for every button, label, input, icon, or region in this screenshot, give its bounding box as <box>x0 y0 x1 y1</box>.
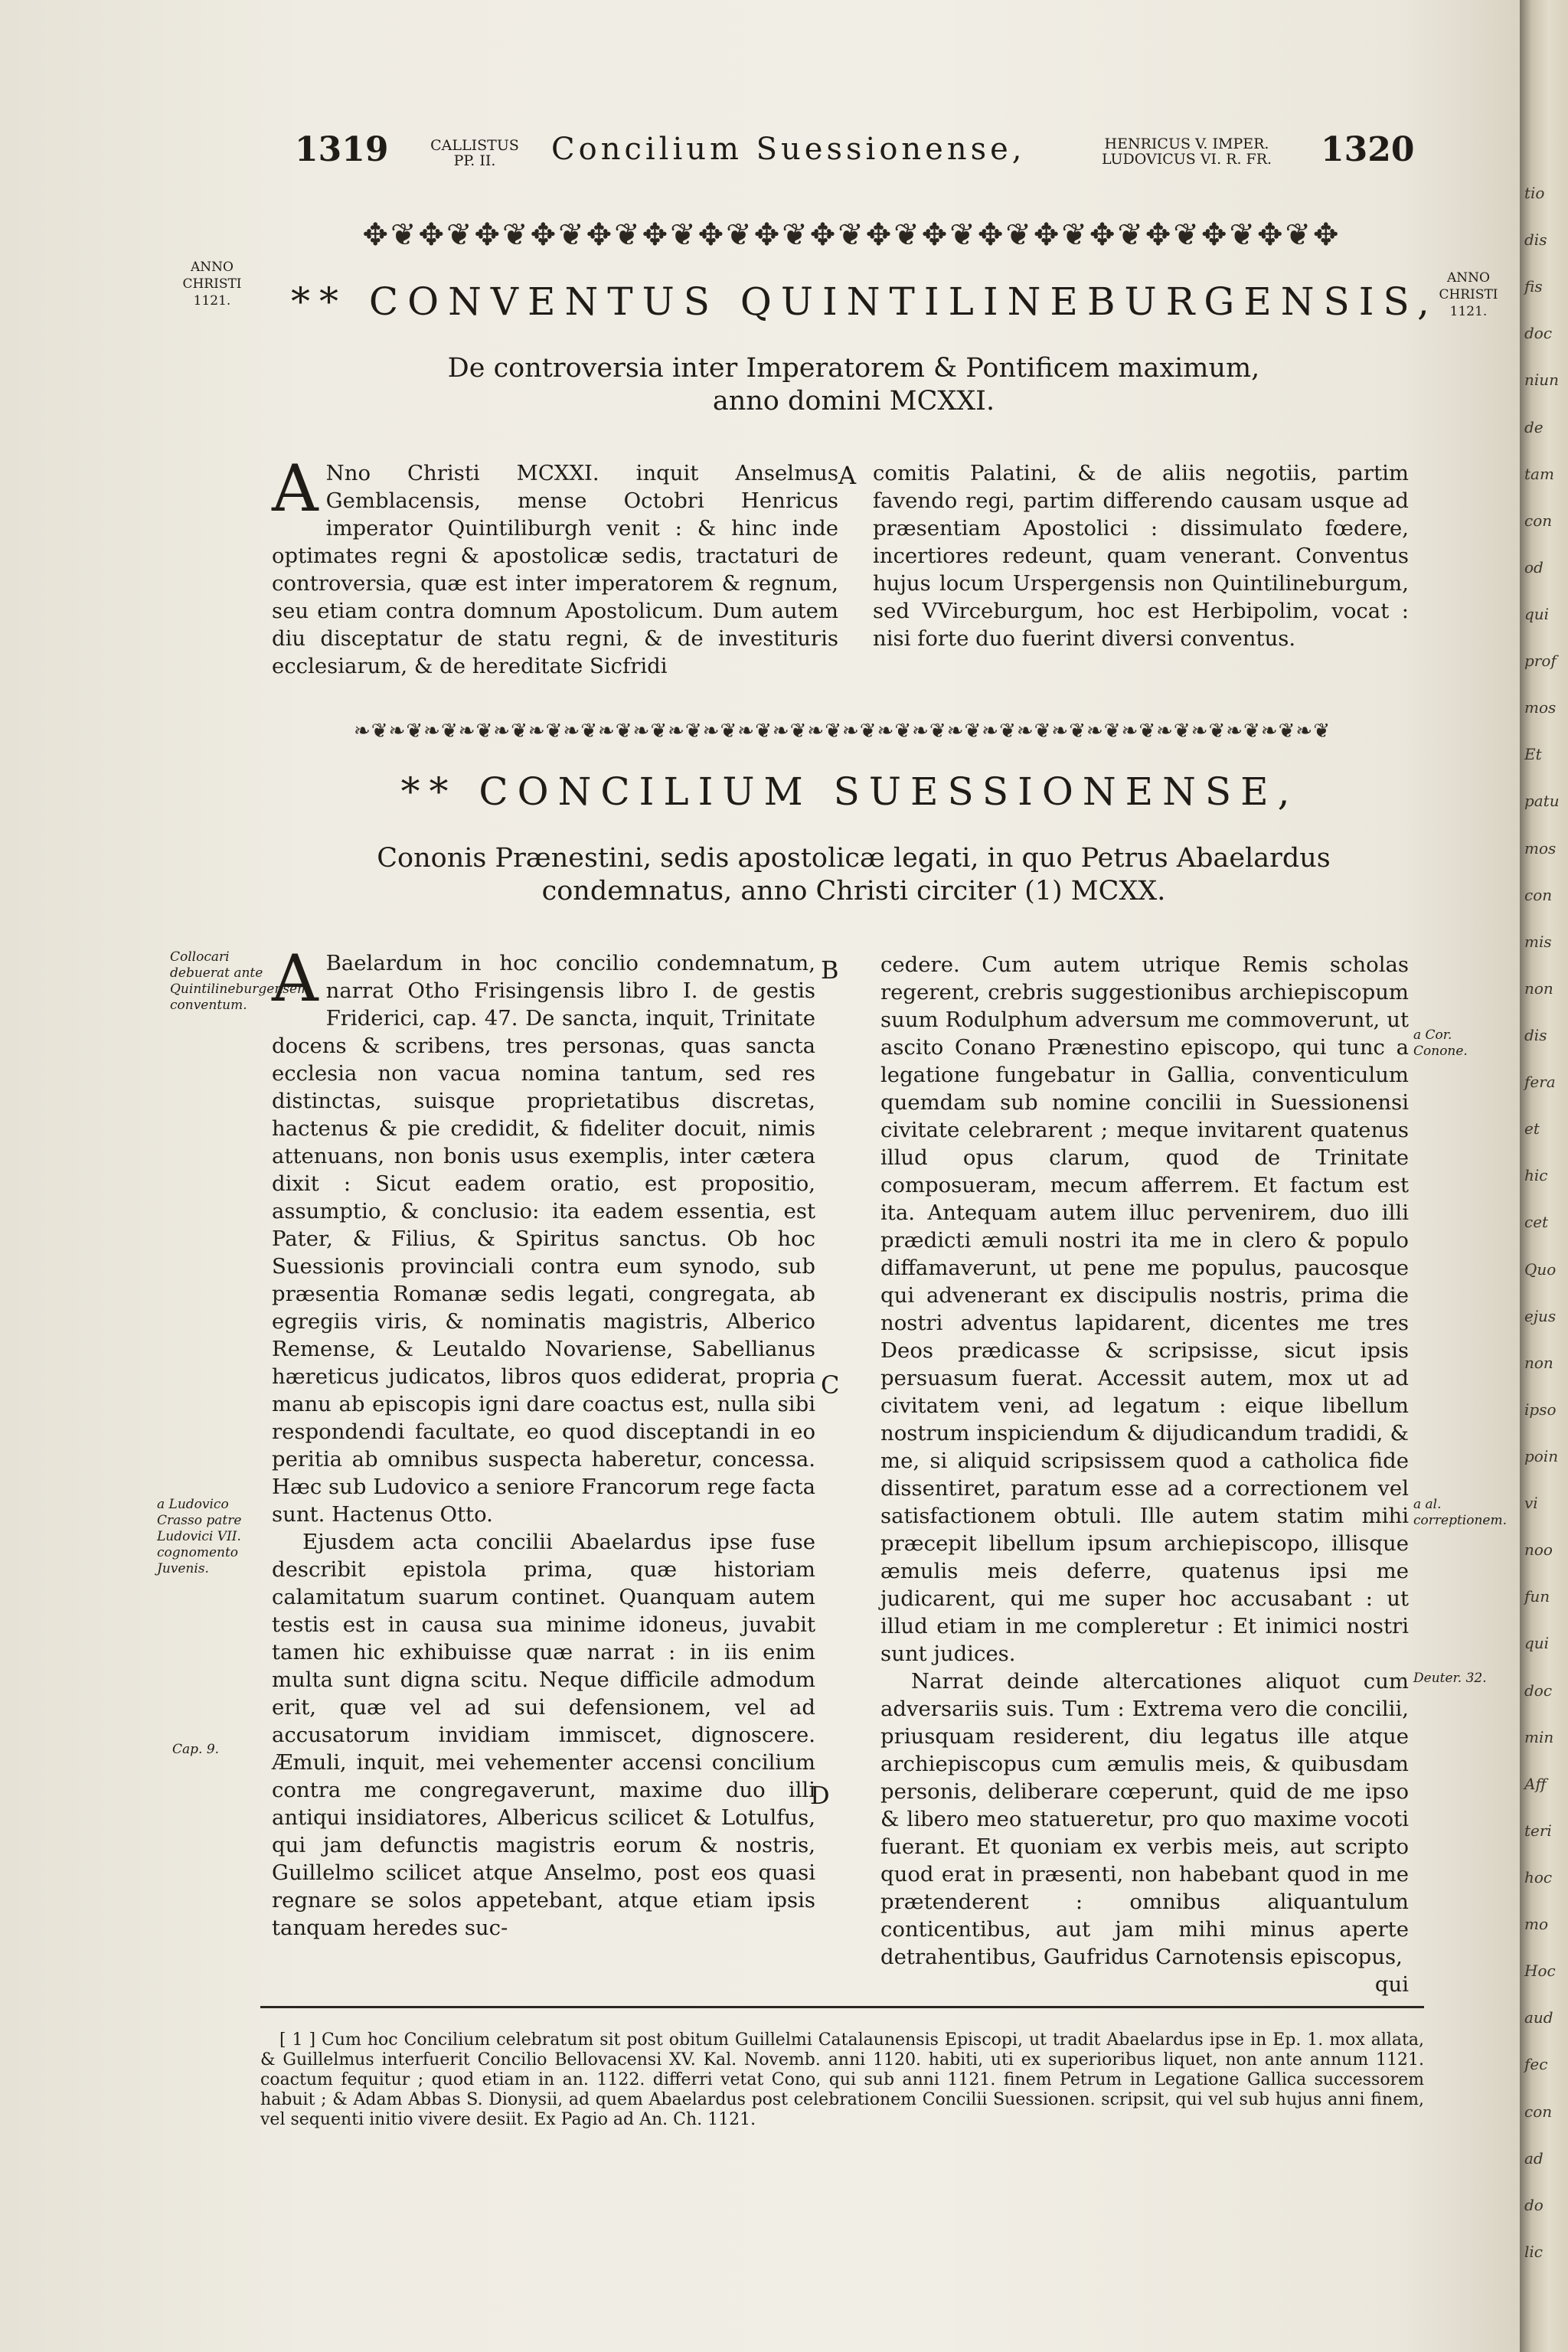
section-letter-A: A <box>838 461 857 490</box>
facing-page-fragment: mos <box>1524 838 1557 858</box>
facing-page-fragment: con <box>1524 885 1553 904</box>
footnote <box>260 2030 1424 2130</box>
section2-column-right <box>880 951 1409 1998</box>
header-pope-title: PP. II. <box>453 152 496 169</box>
facing-page-fragment: con <box>1524 511 1553 530</box>
facing-page-fragment: mis <box>1524 932 1552 951</box>
facing-page-fragment: do <box>1524 2195 1544 2214</box>
section2-subtitle <box>291 842 1416 908</box>
facing-page-fragment: fec <box>1524 2055 1548 2074</box>
facing-page-fragment: patu <box>1524 792 1560 811</box>
facing-page-fragment: Et <box>1524 745 1542 764</box>
margin-note-cap: Cap. 9. <box>172 1742 220 1757</box>
margin-note-conone: a Cor. Conone. <box>1413 1027 1468 1059</box>
section2-title: ** CONCILIUM SUESSIONENSE, <box>400 769 1299 814</box>
anno-right-2: CHRISTI <box>1439 287 1498 302</box>
anno-right-3: 1121. <box>1449 304 1488 319</box>
anno-left-3: 1121. <box>193 293 231 309</box>
facing-page-fragment: hoc <box>1524 1868 1553 1886</box>
facing-page-fragment: ipso <box>1524 1400 1557 1419</box>
facing-page-fragment: min <box>1524 1727 1554 1746</box>
header-king-name: LUDOVICUS VI. R. FR. <box>1101 151 1272 168</box>
facing-page-fragment: niun <box>1524 371 1560 390</box>
page-number-right: 1320 <box>1321 130 1415 169</box>
facing-page-fragment: de <box>1524 417 1544 436</box>
header-pope <box>425 138 524 168</box>
section-letter-B: B <box>821 956 839 985</box>
facing-page-fragment: aud <box>1524 2008 1553 2027</box>
section2-column-left <box>272 941 815 1942</box>
anno-left-2: CHRISTI <box>182 276 242 292</box>
facing-page-fragment: con <box>1524 2102 1553 2121</box>
footnote-rule <box>260 2006 1424 2008</box>
facing-page-fragment: od <box>1524 557 1544 577</box>
facing-page-fragment: non <box>1524 1353 1553 1372</box>
facing-page-fragment: noo <box>1524 1540 1553 1560</box>
dropcap-A: A <box>272 451 318 526</box>
facing-page-fragment: vi <box>1524 1494 1538 1513</box>
facing-page-fragment: ejus <box>1524 1306 1557 1325</box>
section2-right-para2: Narrat deinde altercationes aliquot cum adversariis suis. Tum : Extrema vero die concilii, priusquam residerent, diu legatus ille atque archiepiscopus cum æmulis meis, & quibusdam personis, deliberare cœperunt, quid de me ipso & libero meo statueretur, pro quo maxime vocoti fuerant. Et quoniam ex verbis meis, aut scripto quod erat in præsenti, non habebant quod in me prætenderent : omnibus aliquantulum conticentibus, aut jam mihi minus aperte detrahentibus, Gaufridus Carnotensis episcopus, <box>880 1669 1409 1969</box>
facing-page-fragment: Hoc <box>1524 1962 1556 1981</box>
running-title: Concilium Suessionense, <box>551 132 1026 167</box>
section2-para2: Ejusdem acta concilii Abaelardus ipse fuse describit epistola prima, quæ historiam calamitatum suarum continet. Quanquam autem testis est in causa sua minime idoneus, juvabit tamen hic exhibuisse quæ narrat : in iis enim multa sunt digna scitu. Neque difficile admodum erit, quæ vel ad sui defensionem, vel ad accusatorum invidiam immiscet, dignoscere. Æmuli, inquit, mei vehementer accensi concilium contra me congregaverunt, maxime duo illi antiqui insidiatores, Albericus scilicet & Lotulfus, qui jam defunctis magistris eorum & nostris, Guillelmo scilicet atque Anselmo, post eos quasi regnare se solos appetebant, atque etiam ipsis tanquam heredes suc- <box>272 1530 815 1940</box>
facing-page-edge <box>1520 0 1568 2352</box>
section-letter-C: C <box>821 1370 840 1400</box>
facing-page-fragment: dis <box>1524 230 1547 250</box>
anno-left-1: ANNO <box>191 260 234 275</box>
anno-christi-left <box>162 259 262 309</box>
margin-note-correptionem: a al. correptionem. <box>1413 1497 1507 1528</box>
section2-para1 <box>272 941 815 1528</box>
margin-note-ludovico: a Ludovico Crasso patre Ludovici VII. cognomento Juvenis. <box>157 1497 242 1576</box>
margin-note-collocari: Collocari debuerat ante Quintilineburgensem conventum. <box>170 949 310 1013</box>
facing-page-fragment: et <box>1524 1119 1540 1138</box>
facing-page-fragment: teri <box>1524 1821 1552 1840</box>
section1-text-left: Nno Christi MCXXI. inquit Anselmus Gemblacensis, mense Octobri Henricus imperator Quintiliburgh venit : & hinc inde optimates regni & apostolicæ sedis, tractaturi de controversia, quæ est inter imperatorem & regnum, seu etiam contra domnum Apostolicum. Dum autem diu disceptatur de statu regni, & de investituris ecclesiarum, & de hereditate Sicfridi <box>272 461 838 678</box>
facing-page-fragment: dis <box>1524 1026 1547 1044</box>
facing-page-fragment: hic <box>1524 1166 1548 1185</box>
facing-page-fragment: tam <box>1524 464 1554 483</box>
facing-page-fragment: qui <box>1524 605 1550 623</box>
facing-page-fragment: poin <box>1524 1447 1559 1465</box>
anno-right-1: ANNO <box>1447 270 1490 286</box>
facing-page-fragment: non <box>1524 978 1553 998</box>
header-pope-name: CALLISTUS <box>430 137 519 154</box>
header-emperor <box>1080 136 1294 167</box>
section1-subtitle-line1: De controversia inter Imperatorem & Pontificem maximum, <box>447 353 1260 384</box>
facing-page-fragment: lic <box>1524 2242 1543 2261</box>
facing-page-fragment: tio <box>1524 184 1545 202</box>
section2-text-left-p1: Baelardum in hoc concilio condemnatum, narrat Otho Frisingensis libro I. de gestis Friderici, cap. 47. De sancta, inquit, Trinitate docens & scribens, tres personas, quas sancta ecclesia non vacua nomina tantum, sed res distinctas, suisque proprietatibus discretas, hactenus & pie credidit, & fideliter docuit, nimis attenuans, non bonis usus exemplis, inter cætera dixit : Sicut eadem oratio, est propositio, assumptio, & conclusio: ita eadem essentia, est Pater, & Filius, & Spiritus sanctus. Ob hoc Suessionis provinciali contra eum synodo, sub præsentia Romanæ sedis legati, congregata, ab egregiis viris, & nominatis magistris, Alberico Remense, & Leutaldo Novariense, Sabellianus hæreticus judicatos, libros quos ediderat, propria manu ab episcopis igni dare coactus est, nulla sibi respondendi facultate, eo quod disceptandi in eo peritia ab omnibus suspecta haberetur, concessa. Hæc sub Ludovico a seniore Francorum rege facta sunt. Hactenus Otto. <box>272 951 815 1527</box>
facing-page-fragment: ad <box>1524 2148 1544 2167</box>
facing-page-fragment: Quo <box>1524 1259 1557 1279</box>
footnote-text: [ 1 ] Cum hoc Concilium celebratum sit post obitum Guillelmi Catalaunensis Episcopi, ut tradit Abaelardus ipse in Ep. 1. mox allata, & Guillelmus interfuerit Concilio Bellovacensi XV. Kal. Novemb. anni 1120. habiti, uti ex superioribus liquet, non ante annum 1121. coactum fequitur ; quod etiam in an. 1122. differri vetat Cono, qui sub anni 1121. finem Petrum in Legatione Gallica successorem habuit ; & Adam Abbas S. Dionysii, ad quem Abaelardus post celebrationem Concilii Suessionen. scripsit, qui vel sub hujus anni finem, vel sequenti initio vivere desiit. Ex Pagio ad An. Ch. 1121. <box>260 2030 1424 2129</box>
margin-note-deuter: Deuter. 32. <box>1413 1671 1487 1686</box>
facing-page-fragment: fera <box>1524 1073 1556 1092</box>
facing-page-fragment: fis <box>1524 277 1543 296</box>
facing-page-fragment: qui <box>1524 1634 1550 1653</box>
ornament-band-top: ✥❦✥❦✥❦✥❦✥❦✥❦✥❦✥❦✥❦✥❦✥❦✥❦✥❦✥❦✥❦✥❦✥❦✥ <box>362 217 1341 253</box>
facing-page-fragment: mo <box>1524 1915 1549 1934</box>
section2-right-para1: cedere. Cum autem utrique Remis scholas regerent, crebris suggestionibus archiepiscopum suum Rodulphum adversum me commoverunt, ut ascito Conano Prænestino episcopo, qui tunc a legatione fungebatur in Gallia, conventiculum quemdam sub nomine concilii in Suessionensi civitate celebrarent ; meque invitarent quatenus illud opus clarum, quod de Trinitate composueram, mecum afferrem. Et factum est ita. Antequam autem illuc pervenirem, duo illi prædicti æmuli nostri ita me in clero & populo diffamaverunt, ut pene me populus, paucosque qui advenerant ex discipulis nostris, prima die nostri adventus lapidarent, dicentes me tres Deos prædicasse & scripsisse, sicut ipsis persuasum fuerat. Accessit autem, mox ut ad civitatem veni, ad legatum : eique libellum nostrum inspiciendum & dijudicandum tradidi, & me, si aliquid scripsissem quod a catholica fide dissentiret, paratum esse ad a correctionem vel satisfactionem obtuli. Ille autem statim mihi præcepit libellum ipsum archiepiscopo, illisque æmulis meis deferre, quatenus ipsi me judicarent, qui me super hoc accusabant : ut illud etiam in me compleretur : Et inimici nostri sunt judices. <box>880 952 1409 1666</box>
facing-page-fragment: mos <box>1524 698 1557 717</box>
facing-page-fragment: Aff <box>1524 1774 1547 1793</box>
section2-subtitle-line1: Cononis Prænestini, sedis apostolicæ legati, in quo Petrus Abaelardus <box>377 843 1331 874</box>
facing-page-fragment: fun <box>1524 1587 1550 1606</box>
section1-subtitle-line2: anno domini MCXXI. <box>712 386 995 416</box>
facing-page-fragment: cet <box>1524 1213 1549 1232</box>
catchword: qui <box>1374 1972 1409 1997</box>
section2-subtitle-line2: condemnatus, anno Christi circiter (1) MCXX. <box>541 876 1166 906</box>
section1-title: ** CONVENTUS QUINTILINEBURGENSIS, <box>291 279 1439 324</box>
facing-page-fragment: prof <box>1524 652 1557 671</box>
section-letter-D: D <box>810 1781 830 1810</box>
section1-subtitle <box>291 352 1416 418</box>
ornament-band-small: ❧❦❧❦❧❦❧❦❧❦❧❦❧❦❧❦❧❦❧❦❧❦❧❦❧❦❧❦❧❦❧❦❧❦❧❦❧❦❧❦❧❦❧❦❧❦❧❦❧❦❧❦❧❦❧❦ <box>354 720 1331 743</box>
header-emperor-name: HENRICUS V. IMPER. <box>1104 136 1269 152</box>
section1-column-left <box>272 451 838 680</box>
section1-column-right: comitis Palatini, & de aliis negotiis, partim favendo regi, partim differendo causam usque ad præsentiam Apostolici : dissimulato fœdere, incertiores redeunt, quam venerant. Conventus hujus locum Urspergensis non Quintilineburgum, sed VVirceburgum, hoc est Herbipolim, vocat : nisi forte duo fuerint diversi conventus. <box>873 461 1409 651</box>
facing-page-fragment: doc <box>1524 324 1553 343</box>
dropcap-A2: A <box>272 941 318 1016</box>
page-number-left: 1319 <box>295 130 389 169</box>
facing-page-fragment: doc <box>1524 1681 1553 1700</box>
